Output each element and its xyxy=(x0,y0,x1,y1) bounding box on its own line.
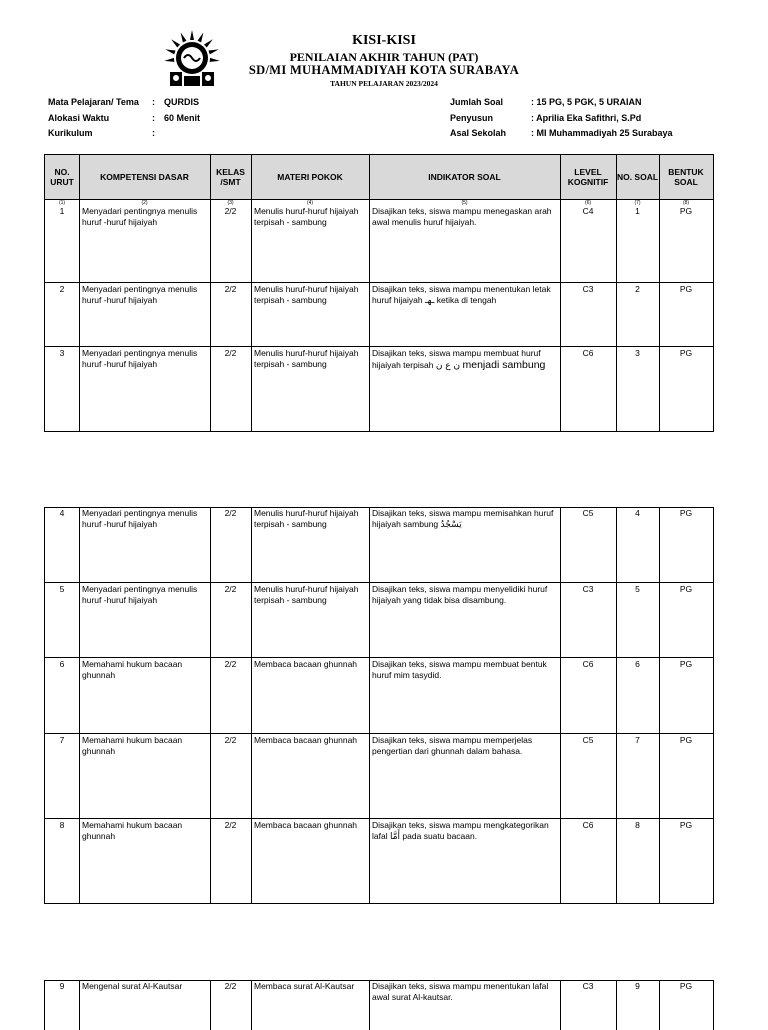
column-divider xyxy=(210,508,211,903)
row-kelas: 2/2 xyxy=(224,981,237,991)
column-divider xyxy=(79,508,80,903)
row-indikator xyxy=(369,818,560,843)
table-row xyxy=(45,981,713,1029)
row-materi: Membaca bacaan ghunnah xyxy=(254,659,358,669)
info-alokasi xyxy=(48,113,201,123)
column-divider xyxy=(616,981,617,1030)
row-bentuk: PG xyxy=(679,735,693,745)
jumlah-value: : 15 PG, 5 PGK, 5 URAIAN xyxy=(531,97,642,107)
row-kelas: 2/2 xyxy=(224,348,237,358)
row-materi: Membaca bacaan ghunnah xyxy=(254,735,358,745)
row-level: C3 xyxy=(582,284,594,294)
info-penyusun xyxy=(450,113,642,123)
arabic-text: ـهـ xyxy=(424,295,435,306)
col-num-2: (2) xyxy=(141,200,148,206)
indikator-text-post: menjadi sambung xyxy=(462,358,546,371)
row-level: C6 xyxy=(582,820,594,830)
table-row xyxy=(45,346,713,431)
row-no: 6 xyxy=(59,659,65,669)
row-indikator xyxy=(369,508,560,531)
row-kd: Menyadari pentingnya menulis huruf -huruf hijaiyah xyxy=(82,584,198,605)
jumlah-label: Jumlah Soal xyxy=(450,97,504,107)
table-segment-1 xyxy=(44,154,714,432)
header-kelas: KELAS /SMT xyxy=(216,166,245,187)
arabic-text: ن ع ن xyxy=(435,360,461,371)
row-level: C3 xyxy=(582,584,594,594)
arabic-text: أَمَّا xyxy=(389,831,401,842)
row-level: C5 xyxy=(582,735,594,745)
column-divider xyxy=(659,155,660,431)
column-divider xyxy=(369,508,370,903)
col-num-5: (5) xyxy=(461,200,468,206)
col-num-7: (7) xyxy=(634,200,641,206)
header-bentuk: BENTUK SOAL xyxy=(668,166,704,187)
indikator-text: Disajikan teks, siswa mampu membuat huruf hijaiyah terpisah xyxy=(372,348,541,370)
column-divider xyxy=(369,981,370,1030)
row-kelas: 2/2 xyxy=(224,820,237,830)
col-num-4: (4) xyxy=(306,200,314,206)
row-no: 4 xyxy=(59,508,65,518)
column-divider xyxy=(560,508,561,903)
col-num-6: (6) xyxy=(584,200,592,206)
kurikulum-label: Kurikulum xyxy=(48,128,93,138)
table-row xyxy=(45,582,713,658)
mapel-label: Mata Pelajaran/ Tema xyxy=(48,97,139,107)
info-mapel xyxy=(48,97,200,107)
row-indikator: Disajikan teks, siswa mampu membuat bentuk huruf mim tasydid. xyxy=(372,659,547,680)
row-level: C5 xyxy=(582,508,594,518)
row-kd: Menyadari pentingnya menulis huruf -huruf hijaiyah xyxy=(82,284,198,305)
header-level: LEVEL KOGNITIF xyxy=(567,166,609,187)
row-kd: Memahami hukum bacaan ghunnah xyxy=(82,735,183,756)
row-soal: 2 xyxy=(635,284,640,294)
header-indikator: INDIKATOR SOAL xyxy=(428,171,501,182)
row-level: C6 xyxy=(582,348,594,358)
table-row xyxy=(45,282,713,347)
row-no: 8 xyxy=(59,820,65,830)
header-no: NO. URUT xyxy=(50,166,74,187)
indikator-text: Disajikan teks, siswa mampu mengkategorikan lafal xyxy=(372,820,549,841)
column-divider xyxy=(79,981,80,1030)
column-divider xyxy=(79,155,80,431)
row-materi: Menulis huruf-huruf hijaiyah terpisah - sambung xyxy=(254,508,359,529)
row-indikator xyxy=(369,282,560,307)
row-materi: Menulis huruf-huruf hijaiyah terpisah - sambung xyxy=(254,348,359,369)
row-indikator: Disajikan teks, siswa mampu menegaskan arah awal menulis huruf hijaiyah. xyxy=(372,206,552,227)
row-level: C6 xyxy=(582,659,594,669)
table-header xyxy=(45,155,713,200)
row-kelas: 2/2 xyxy=(224,206,237,216)
col-num-1: (1) xyxy=(58,200,66,206)
column-divider xyxy=(659,981,660,1030)
indikator-text: Disajikan teks, siswa mampu memisahkan huruf hijaiyah sambung xyxy=(372,508,554,529)
col-num-3: (3) xyxy=(227,200,234,206)
column-divider xyxy=(560,981,561,1030)
row-soal: 7 xyxy=(635,735,640,745)
row-no: 1 xyxy=(59,206,65,216)
academic-year: TAHUN PELAJARAN 2023/2024 xyxy=(330,79,438,88)
table-row xyxy=(45,206,713,283)
row-kelas: 2/2 xyxy=(224,659,237,669)
alokasi-sep: : xyxy=(152,113,155,123)
penyusun-value: : Aprilia Eka Safithri, S.Pd xyxy=(531,113,642,123)
row-no: 3 xyxy=(59,348,65,358)
header-kd: KOMPETENSI DASAR xyxy=(100,171,189,182)
row-kd: Menyadari pentingnya menulis huruf -huruf hijaiyah xyxy=(82,348,198,369)
table-row xyxy=(45,508,713,583)
mapel-value: QURDIS xyxy=(164,97,200,107)
school-name: SD/MI MUHAMMADIYAH KOTA SURABAYA xyxy=(248,63,520,77)
asal-value: : MI Muhammadiyah 25 Surabaya xyxy=(531,128,673,138)
table-row xyxy=(45,733,713,819)
row-no: 2 xyxy=(59,284,65,294)
arabic-text: يَسْجُدُ xyxy=(440,519,462,530)
asal-label: Asal Sekolah xyxy=(450,128,507,138)
column-divider xyxy=(659,508,660,903)
row-bentuk: PG xyxy=(679,820,693,830)
row-soal: 9 xyxy=(635,981,640,991)
row-bentuk: PG xyxy=(679,508,693,518)
row-kd: Menyadari pentingnya menulis huruf -huruf hijaiyah xyxy=(82,508,198,529)
row-no: 5 xyxy=(59,584,65,594)
row-no: 9 xyxy=(59,981,65,991)
col-num-8: (8) xyxy=(682,200,690,206)
row-soal: 3 xyxy=(635,348,640,358)
info-asal xyxy=(450,128,673,138)
row-bentuk: PG xyxy=(679,659,693,669)
row-kd: Menyadari pentingnya menulis huruf -huruf hijaiyah xyxy=(82,206,198,227)
row-bentuk: PG xyxy=(679,348,693,358)
row-level: C4 xyxy=(582,206,594,216)
table-row xyxy=(45,818,713,903)
row-indikator xyxy=(369,346,560,372)
row-kelas: 2/2 xyxy=(224,735,237,745)
table-segment-3 xyxy=(44,980,714,1030)
header-no-soal: NO. SOAL xyxy=(616,171,659,182)
row-materi: Menulis huruf-huruf hijaiyah terpisah - sambung xyxy=(254,584,359,605)
row-bentuk: PG xyxy=(679,584,693,594)
column-divider xyxy=(210,155,211,431)
row-indikator: Disajikan teks, siswa mampu menentukan lafal awal surat Al-kautsar. xyxy=(372,981,549,1002)
row-no: 7 xyxy=(59,735,65,745)
row-kelas: 2/2 xyxy=(224,584,237,594)
indikator-text: Disajikan teks, siswa mampu menentukan letak huruf hijaiyah xyxy=(372,284,551,305)
row-materi: Menulis huruf-huruf hijaiyah terpisah - sambung xyxy=(254,284,359,305)
column-divider xyxy=(251,155,252,431)
row-kd: Memahami hukum bacaan ghunnah xyxy=(82,820,183,841)
row-kd: Mengenal surat Al-Kautsar xyxy=(82,981,183,991)
info-kurikulum xyxy=(48,128,155,138)
row-indikator: Disajikan teks, siswa mampu memperjelas pengertian dari ghunnah dalam bahasa. xyxy=(372,735,533,756)
indikator-text-post: ketika di tengah xyxy=(436,294,497,305)
info-jumlah xyxy=(450,97,642,107)
column-divider xyxy=(251,508,252,903)
column-divider xyxy=(369,155,370,431)
row-kd: Memahami hukum bacaan ghunnah xyxy=(82,659,183,680)
row-materi: Menulis huruf-huruf hijaiyah terpisah - sambung xyxy=(254,206,359,227)
table-segment-2 xyxy=(44,507,714,904)
mapel-sep: : xyxy=(152,97,155,107)
row-bentuk: PG xyxy=(679,981,693,991)
kurikulum-sep: : xyxy=(152,128,155,138)
column-divider xyxy=(560,155,561,431)
alokasi-value: 60 Menit xyxy=(164,113,201,123)
row-materi: Membaca surat Al-Kautsar xyxy=(254,981,355,991)
row-soal: 8 xyxy=(635,820,640,830)
doc-subtitle: PENILAIAN AKHIR TAHUN (PAT) xyxy=(289,50,479,64)
row-bentuk: PG xyxy=(679,206,693,216)
row-kelas: 2/2 xyxy=(224,508,237,518)
penyusun-label: Penyusun xyxy=(450,113,494,123)
row-soal: 4 xyxy=(635,508,640,518)
column-divider xyxy=(616,155,617,431)
row-materi: Membaca bacaan ghunnah xyxy=(254,820,358,830)
header-materi: MATERI POKOK xyxy=(277,171,343,182)
row-kelas: 2/2 xyxy=(224,284,237,294)
column-divider xyxy=(251,981,252,1030)
row-soal: 6 xyxy=(635,659,640,669)
column-divider xyxy=(210,981,211,1030)
column-divider xyxy=(616,508,617,903)
indikator-text-post: pada suatu bacaan. xyxy=(402,830,478,841)
alokasi-label: Alokasi Waktu xyxy=(48,113,110,123)
row-indikator: Disajikan teks, siswa mampu menyelidiki huruf hijaiyah yang tidak bisa disambung. xyxy=(372,584,548,605)
row-bentuk: PG xyxy=(679,284,693,294)
row-level: C3 xyxy=(582,981,594,991)
row-soal: 5 xyxy=(635,584,640,594)
table-row xyxy=(45,657,713,734)
row-soal: 1 xyxy=(635,206,640,216)
doc-title: KISI-KISI xyxy=(352,33,416,48)
